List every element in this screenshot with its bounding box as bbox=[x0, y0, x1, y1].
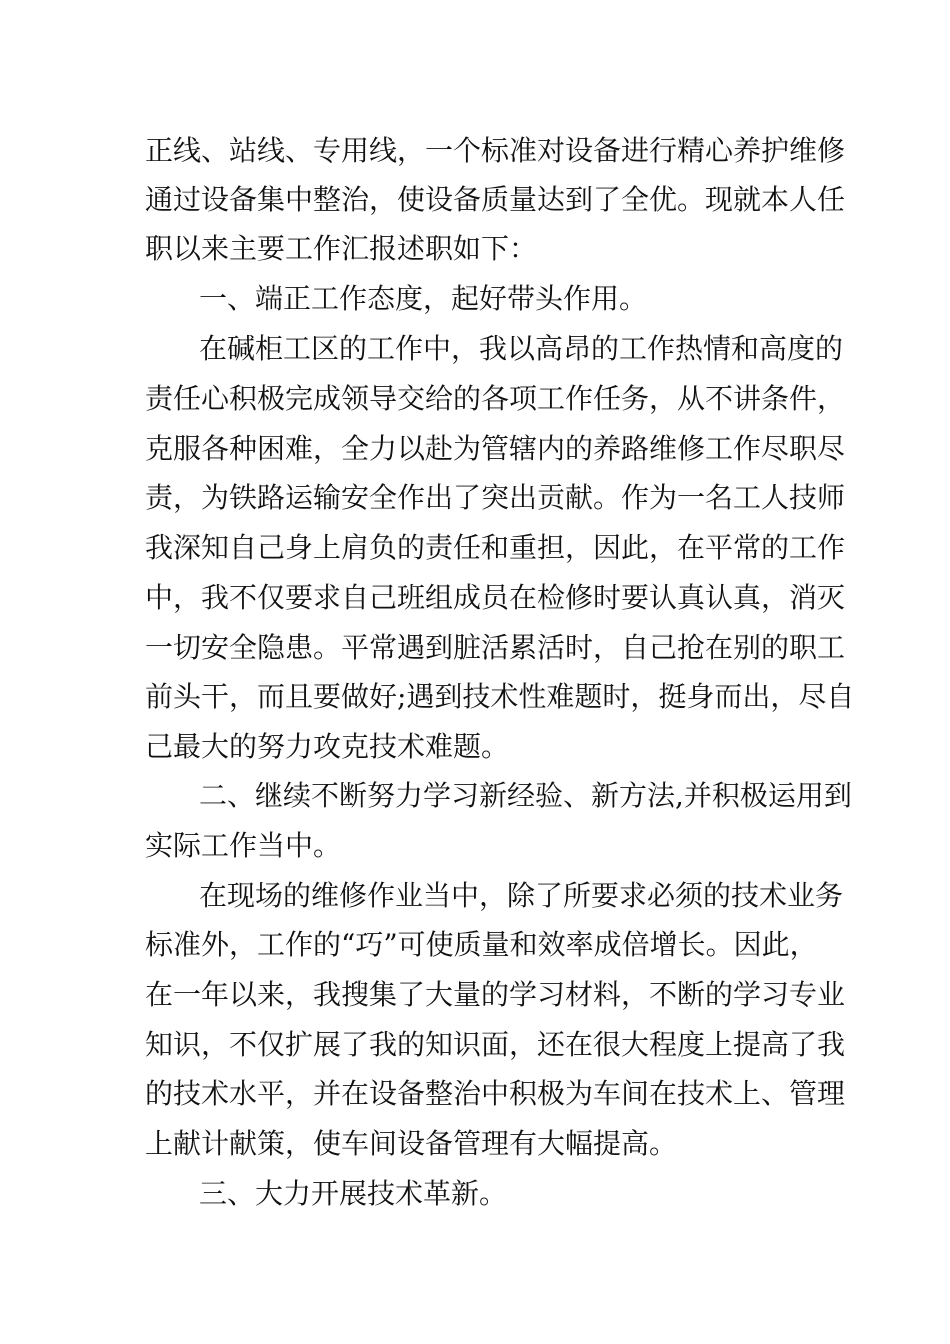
text-line-8: 责，为铁路运输安全作出了突出贡献。作为一名工人技师 bbox=[145, 481, 846, 514]
section-heading-1: 一、端正工作态度，起好带头作用。 bbox=[199, 282, 648, 315]
text-line-19: 知识，不仅扩展了我的知识面，还在很大程度上提高了我 bbox=[145, 1028, 846, 1061]
text-line-2: 通过设备集中整治，使设备质量达到了全优。现就本人任 bbox=[145, 183, 846, 216]
text-line-9: 我深知自己身上肩负的责任和重担，因此，在平常的工作 bbox=[145, 531, 846, 564]
text-line-20: 的技术水平，并在设备整治中积极为车间在技术上、管理 bbox=[145, 1077, 846, 1110]
text-line-16: 在现场的维修作业当中，除了所要求必须的技术业务 bbox=[199, 879, 844, 912]
text-line-21: 上献计献策，使车间设备管理有大幅提高。 bbox=[145, 1127, 678, 1160]
text-line-6: 责任心积极完成领导交给的各项工作任务，从不讲条件， bbox=[145, 382, 846, 415]
text-line-15: 实际工作当中。 bbox=[145, 829, 342, 862]
text-line-10: 中，我不仅要求自己班组成员在检修时要认真认真，消灭 bbox=[145, 581, 846, 614]
section-heading-3: 三、大力开展技术革新。 bbox=[199, 1177, 508, 1210]
text-line-13: 己最大的努力攻克技术难题。 bbox=[145, 730, 510, 763]
text-line-12: 前头干，而且要做好;遇到技术性难题时，挺身而出，尽自 bbox=[145, 680, 855, 713]
section-heading-2: 二、继续不断努力学习新经验、新方法,并积极运用到 bbox=[199, 779, 852, 812]
text-line-17: 标准外，工作的“巧”可使质量和效率成倍增长。因此， bbox=[145, 928, 818, 961]
text-line-11: 一切安全隐患。平常遇到脏活累活时，自己抢在别的职工 bbox=[145, 631, 846, 664]
text-line-5: 在碱柜工区的工作中，我以高昂的工作热情和高度的 bbox=[199, 332, 844, 365]
text-line-3: 职以来主要工作汇报述职如下： bbox=[145, 232, 538, 265]
text-line-18: 在一年以来，我搜集了大量的学习材料，不断的学习专业 bbox=[145, 978, 846, 1011]
text-line-7: 克服各种困难，全力以赴为管辖内的养路维修工作尽职尽 bbox=[145, 432, 846, 465]
text-line-1: 正线、站线、专用线，一个标准对设备进行精心养护维修 bbox=[145, 134, 846, 167]
